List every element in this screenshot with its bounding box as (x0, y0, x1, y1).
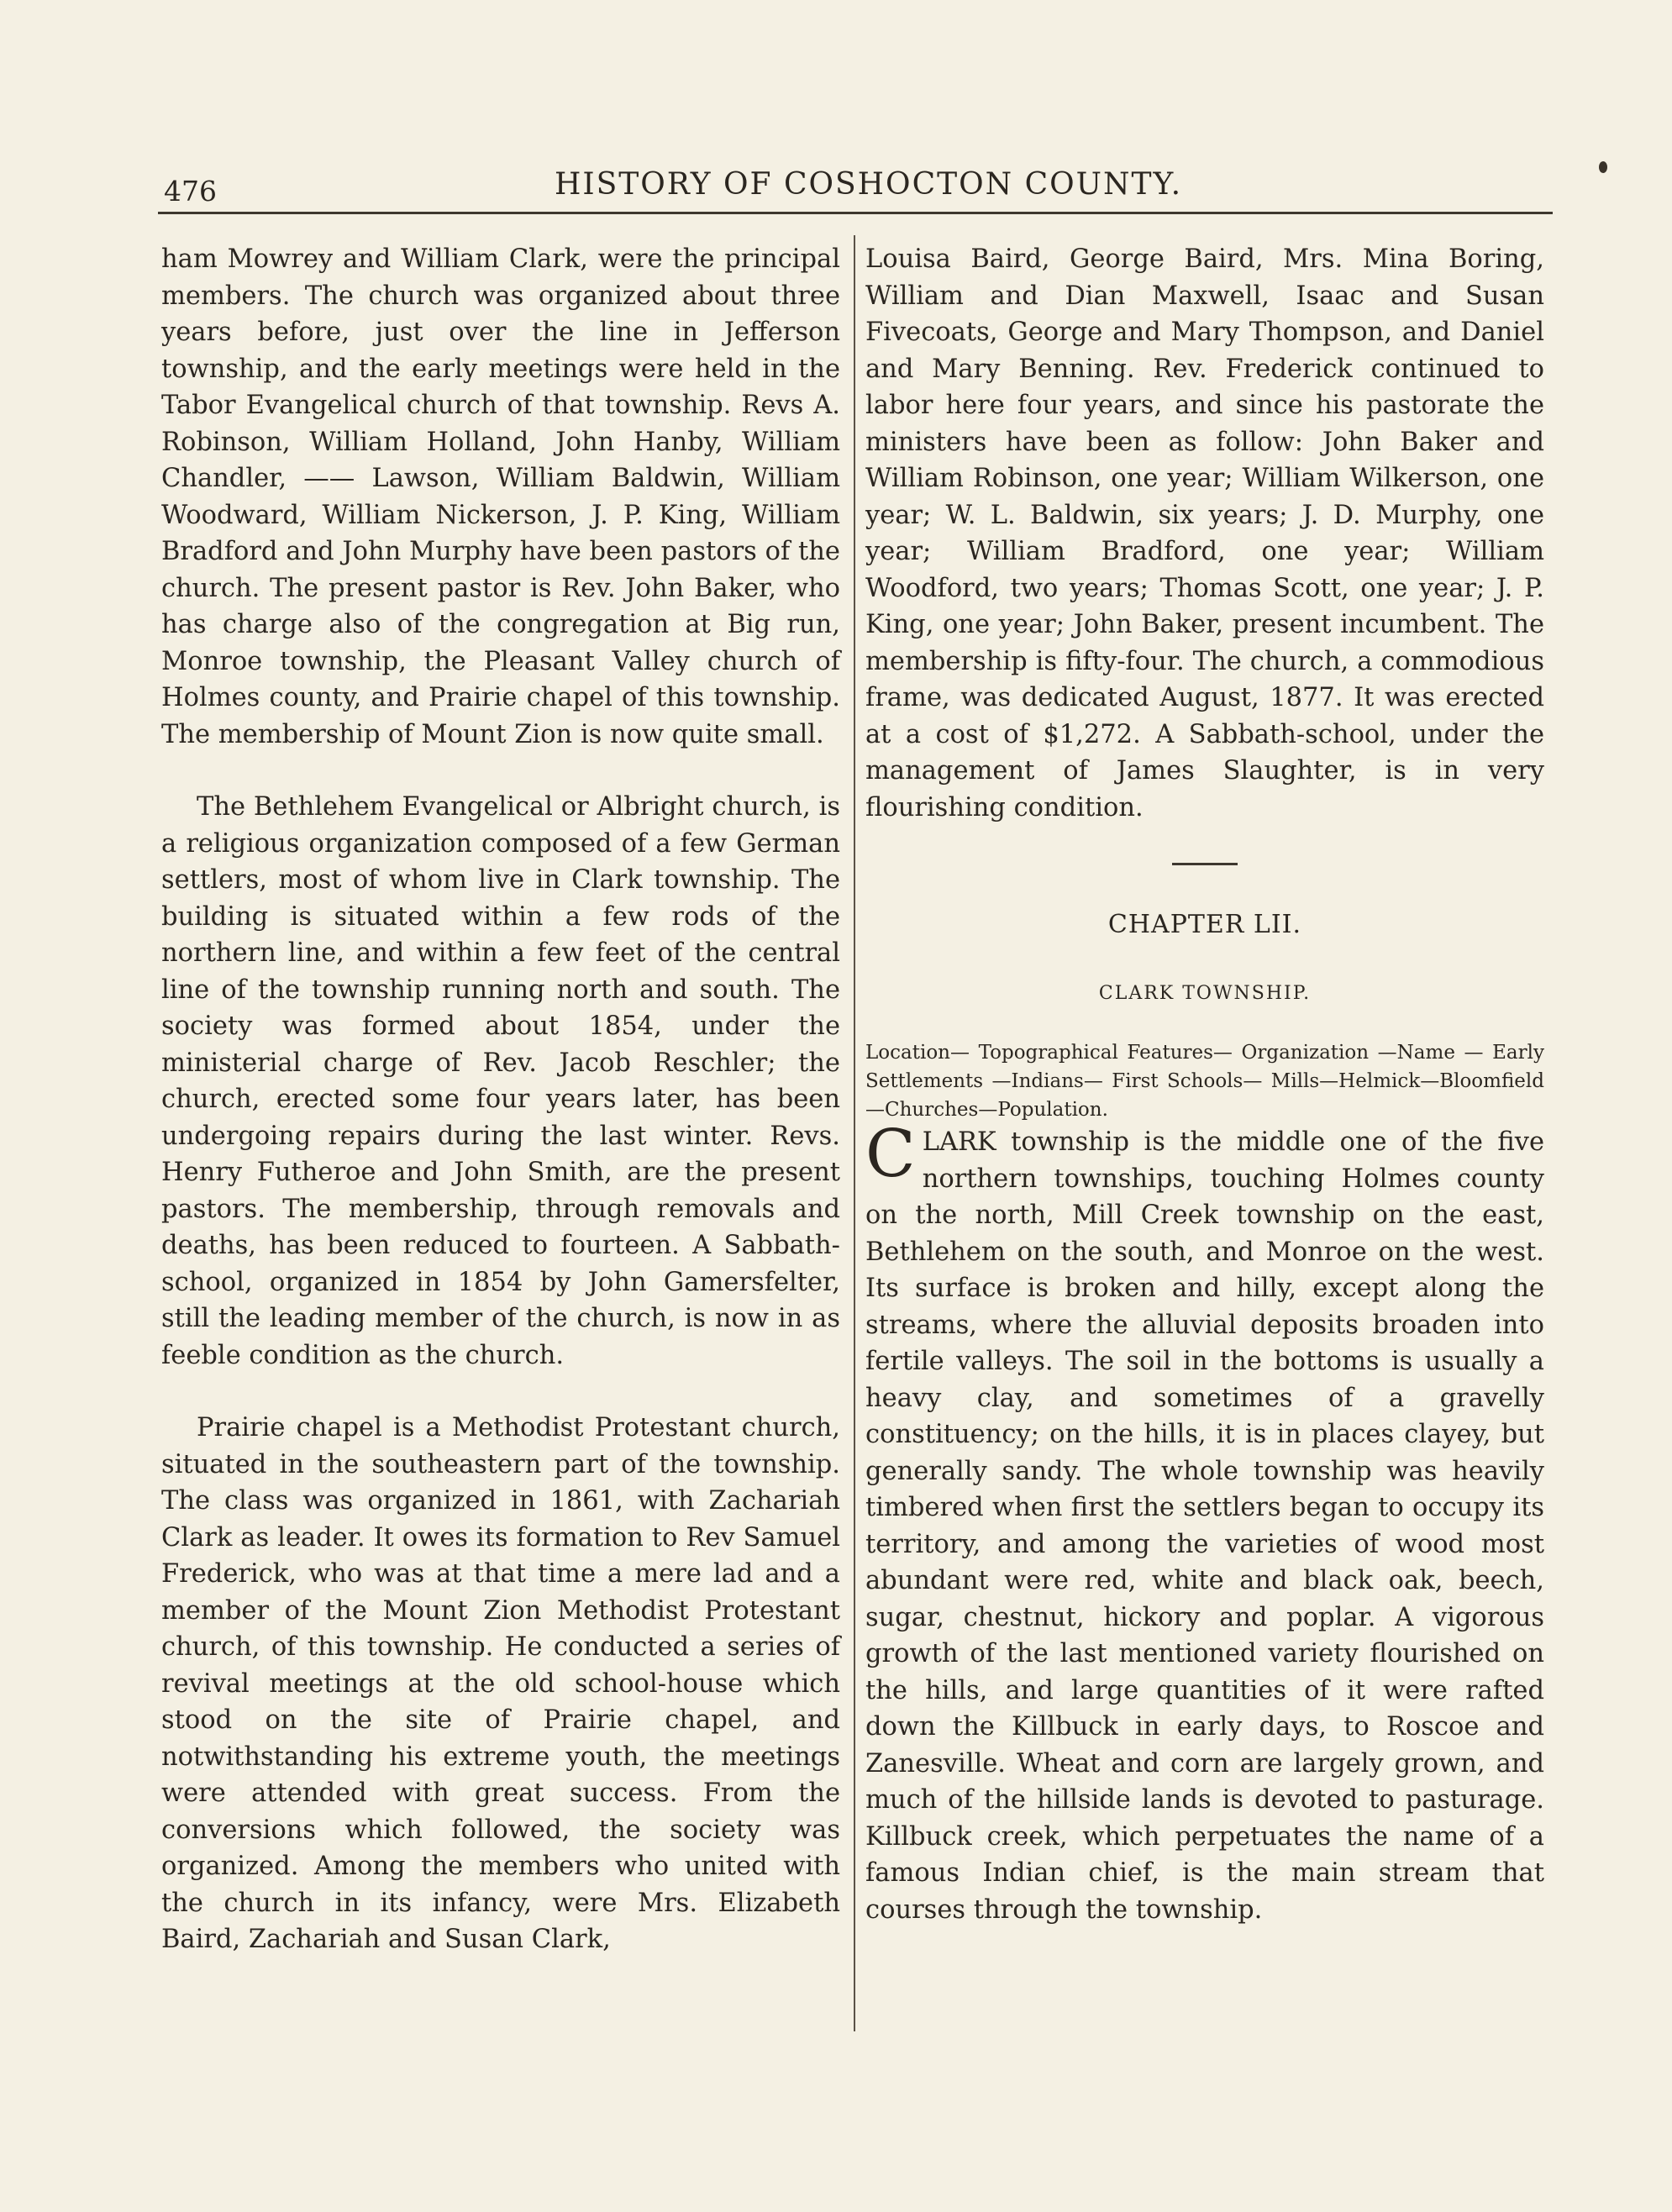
chapter-synopsis: Location— Topographical Features— Organization —Name — Early Settlements —Indians— First Schools— Mills—Helmick—Bloomfield—Churches—Population. (865, 1042, 1544, 1121)
page-number: 476 (164, 175, 217, 208)
drop-cap: C (865, 1117, 916, 1192)
chapter-subtitle: CLARK TOWNSHIP. (1098, 982, 1312, 1004)
paragraph-mount-zion: ham Mowrey and William Clark, were the principal members. The church was organized about three years before, just over the line in Jefferson township, and the early meetings were held in the Tabor Evangelical church of that township. Revs A. Robinson, William Holland, John Hanby, William Chandler, —— Lawson, William Baldwin, William Woodward, William Nickerson, J. P. King, William Bradford and John Murphy have been pastors of the church. The present pastor is Rev. John Baker, who has charge also of the congregation at Big run, Monroe township, the Pleasant Valley church of Holmes county, and Prairie chapel of this township. The membership of Mount Zion is now quite small. (161, 244, 840, 749)
paragraph-clark-township-text: LARK township is the middle one of the five northern townships, touching Holmes county on the north, Mill Creek township on the east, Bethlehem on the south, and Monroe on the west. Its surface is broken and hilly, except along the streams, where the alluvial deposits broaden into fertile valleys. The soil in the bottoms is usually a heavy clay, and sometimes of a gravelly constituency; on the hills, it is in places clayey, but generally sandy. The whole township was heavily timbered when first the settlers began to occupy its territory, and among the varieties of wood most abundant were red, white and black oak, beech, sugar, chestnut, hickory and poplar. A vigorous growth of the last mentioned variety flourished on the hills, and large quantities of it were rafted down the Killbuck in early days, to Roscoe and Zanesville. Wheat and corn are largely grown, and much of the hillside lands is devoted to pasturage. Killbuck creek, which perpetuates the name of a famous Indian chief, is the main stream that courses through the township. (865, 1127, 1544, 1925)
paragraph-prairie-chapel: Prairie chapel is a Methodist Protestant church, situated in the southeastern part of the township. The class was organized in 1861, with Zachariah Clark as leader. It owes its formation to Rev Samuel Frederick, who was at that time a mere lad and a member of the Mount Zion Methodist Protestant church, of this township. He conducted a series of revival meetings at the old school-house which stood on the site of Prairie chapel, and notwithstanding his extreme youth, the meetings were attended with great success. From the conversions which followed, the society was organized. Among the members who united with the church in its infancy, were Mrs. Elizabeth Baird, Zachariah and Susan Clark, (161, 1413, 840, 1954)
right-column (865, 241, 1544, 1928)
running-title: HISTORY OF COSHOCTON COUNTY. (555, 167, 1183, 202)
section-rule (1172, 863, 1238, 865)
column-divider (854, 235, 855, 2031)
paragraph-clark-township (865, 1117, 1544, 1928)
paragraph-prairie-chapel-continued: Louisa Baird, George Baird, Mrs. Mina Boring, William and Dian Maxwell, Isaac and Susan Fivecoats, George and Mary Thompson, and Daniel and Mary Benning. Rev. Frederick continued to labor here four years, and since his pastorate the ministers have been as follow: John Baker and William Robinson, one year; William Wilkerson, one year; W. L. Baldwin, six years; J. D. Murphy, one year; William Bradford, one year; William Woodford, two years; Thomas Scott, one year; J. P. King, one year; John Baker, present incumbent. The membership is fifty-four. The church, a commodious frame, was dedicated August, 1877. It was erected at a cost of $1,272. A Sabbath-school, under the management of James Slaughter, is in very flourishing condition. (865, 244, 1544, 822)
paragraph-bethlehem-church: The Bethlehem Evangelical or Albright church, is a religious organization composed of a few German settlers, most of whom live in Clark township. The building is situated within a few rods of the northern line, and within a few feet of the central line of the township running north and south. The society was formed about 1854, under the ministerial charge of Rev. Jacob Reschler; the church, erected some four years later, has been undergoing repairs during the last winter. Revs. Henry Futheroe and John Smith, are the present pastors. The membership, through removals and deaths, has been reduced to fourteen. A Sabbath-school, organized in 1854 by John Gamersfelter, still the leading member of the church, is now in as feeble condition as the church. (161, 792, 840, 1370)
header-rule (158, 212, 1553, 214)
ink-mark (1599, 161, 1607, 173)
left-column (161, 241, 840, 1958)
chapter-title: CHAPTER LII. (1107, 910, 1302, 939)
